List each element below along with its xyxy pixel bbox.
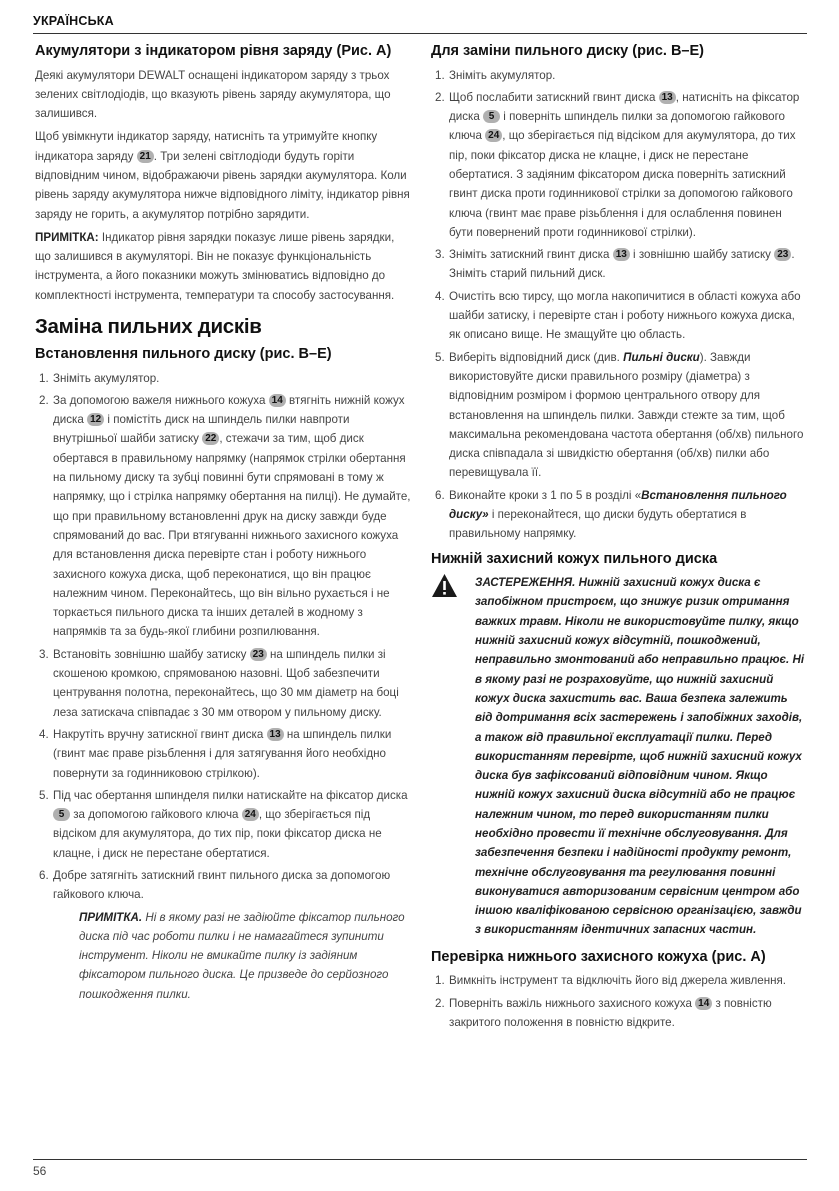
right-column bbox=[431, 42, 808, 1035]
list-item: 1. Зніміть акумулятор. bbox=[39, 371, 160, 385]
callout-badge: 5 bbox=[53, 808, 70, 821]
list-item: 6. Добре затягніть затискний гвинт пильного диска за допомогою гайкового ключа. bbox=[39, 868, 391, 902]
list-item: 6. Виконайте кроки з 1 по 5 в розділі «Встановлення пильного диску» і переконайтеся, що диски будуть обертатися в правильному напрямку. bbox=[435, 488, 787, 541]
list-item: 2. За допомогою важеля нижнього кожуха 14 втягніть нижній кожух диска 12 і помістіть диск на шпиндель пилки навпроти внутрішньої шайби затиску 22 , стежачи за тим, щоб диск обертався в правильному напрямку (напрямок стрілки обертання на пильному диску та зубці повинні бути спрямовані в тому ж напрямку, що і стрілка напрямку обертання на пилці). Не думайте, що при правильному встановленні друк на диску завжди буде спрямований до вас. При втягуванні нижнього захисного кожуха для встановлення диска перевірте стан і роботу нижнього захисного кожуха диска, щоб переконатися, що він працює належним чином. Переконайтесь, що він вільно рухається і не торкається пильного диска та інших деталей в жодному з напрямків та за будь-якої глибини розпилювання. bbox=[39, 393, 411, 639]
check-heading: Перевірка нижнього захисного кожуха (рис. A) bbox=[431, 948, 766, 965]
list-item: 2. Щоб послабити затискний гвинт диска 13 , натисніть на фіксатор диска 5 і поверніть шпиндель пилки за допомогою гайкового ключа 24 , що зберігається під відсіком для акумулятора, до тих пір, поки фіксатор диска не клацне, і диск не перестане обертатися. З задіяним фіксатором диска поверніть затискний гвинт диска проти годинникової стрілки за допомогою гайкового ключа (гвинт має праве різьблення і для ослаблення повинен бути повернений проти годинникової стрілки). bbox=[435, 90, 800, 239]
check-steps bbox=[431, 971, 808, 1032]
callout-badge: 24 bbox=[485, 129, 502, 142]
callout-badge: 24 bbox=[242, 808, 259, 821]
cross-reference: Пильні диски bbox=[623, 350, 700, 364]
replace-steps bbox=[431, 66, 808, 544]
list-item: 5. Під час обертання шпинделя пилки натискайте на фіксатор диска 5 за допомогою гайкового ключа 24 , що зберігається під відсіком для акумулятора, до тих пір, поки фіксатор диска не клацне, і диск не перестане обертатися. bbox=[39, 788, 408, 860]
list-item: 4. Очистіть всю тирсу, що могла накопичитися в області кожуха або шайби затиску, і перевірте стан і роботу нижнього кожуха диска, як описано вище. Не змащуйте цю область. bbox=[435, 289, 801, 342]
callout-badge: 13 bbox=[659, 91, 676, 104]
note-label: ПРИМІТКА. bbox=[79, 910, 143, 924]
callout-badge: 5 bbox=[483, 110, 500, 123]
callout-badge: 22 bbox=[202, 432, 219, 445]
callout-badge: 23 bbox=[250, 648, 267, 661]
language-label: УКРАЇНСЬКА bbox=[33, 14, 114, 28]
warning-label: ЗАСТЕРЕЖЕННЯ. bbox=[475, 576, 576, 590]
list-item: 1. Вимкніть інструмент та відключіть його від джерела живлення. bbox=[435, 974, 787, 988]
note-label: ПРИМІТКА: bbox=[35, 230, 99, 244]
cross-reference: Встановлення пильного диску» bbox=[449, 488, 787, 522]
list-item: 4. Накрутіть вручну затискної гвинт диска 13 на шпиндель пилки (гвинт має праве різьблення і для затягування його необхідно повернути за годинниковою стрілкою). bbox=[39, 727, 392, 780]
callout-badge: 13 bbox=[613, 248, 630, 261]
battery-note: ПРИМІТКА: Індикатор рівня зарядки показує лише рівень зарядки, що залишився в акумуляторі. Він не показує функціональність інструмента, а його показники можуть змінюватись відповідно до комплектності інструмента, температури та способу застосування. bbox=[35, 230, 395, 302]
list-item: 3. Встановіть зовнішню шайбу затиску 23 на шпиндель пилки зі скошеною кромкою, спрямованою назовні. Щоб забезпечити центрування полотна, переконайтесь, що 30 мм діаметр на боці леза затискача співпадає з 30 мм отвором у пильному диску. bbox=[39, 647, 399, 719]
list-item: 3. Зніміть затискний гвинт диска 13 і зовнішню шайбу затиску 23 . Зніміть старий пильний диск. bbox=[435, 248, 795, 281]
warning-block bbox=[431, 573, 808, 940]
page-header bbox=[33, 12, 807, 34]
install-steps bbox=[35, 369, 413, 905]
page-number: 56 bbox=[33, 1164, 47, 1178]
battery-heading: Акумулятори з індикатором рівня заряду (Рис. A) bbox=[35, 43, 392, 59]
list-item: 2. Поверніть важіль нижнього захисного кожуха 14 з повністю закритого положення в повністю відкрите. bbox=[435, 996, 772, 1029]
list-item: 5. Виберіть відповідний диск (див. Пильні диски). Завжди використовуйте диски правильного розміру (діаметра) з відповідним розміром і формою центрального отвору для встановлення на шпиндель пилки. Завжди стежте за тим, щоб максимальна рекомендована частота обертання (об/хв) пильного диска співпадала зі швидкістю обертання (об/хв) пилки або перевищувала її. bbox=[435, 350, 804, 480]
battery-paragraph-2: Щоб увімкнути індикатор заряду, натисніть та утримуйте кнопку індикатора заряду 21 . Три зелені світлодіоди будуть горіти відповідним чином, відображаючи рівень зарядки акумулятора. Коли рівень заряду акумулятора нижче відповідного ліміту, індикатор рівня заряду не горить, а акумулятор потрібно зарядити. bbox=[35, 130, 410, 221]
guard-heading: Нижній захисний кожух пильного диска bbox=[431, 550, 718, 567]
callout-badge: 14 bbox=[269, 394, 286, 407]
section-title: Заміна пильних дисків bbox=[35, 315, 262, 339]
left-column bbox=[35, 42, 413, 1004]
callout-badge: 12 bbox=[87, 413, 104, 426]
warning-triangle-icon bbox=[431, 573, 458, 598]
callout-badge: 14 bbox=[695, 997, 712, 1010]
list-item: 1. Зніміть акумулятор. bbox=[435, 68, 556, 82]
page-footer bbox=[33, 1159, 807, 1178]
battery-paragraph-1: Деякі акумулятори DEWALT оснащені індикатором заряду з трьох зелених світлодіодів, що вказують рівень заряду акумулятора, що залишився. bbox=[35, 68, 391, 121]
replace-heading: Для заміни пильного диску (рис. B–E) bbox=[431, 43, 705, 59]
warning-text: ЗАСТЕРЕЖЕННЯ. Нижній захисний кожух диска є запобіжном пристроєм, що знижує ризик отримання важких травм. Ніколи не використовуйте пилку, якщо нижній захисний кожух відсутній, пошкоджений, неправильно змонтований або неправильно працює. Ні в якому разі не розраховуйте, що нижній захисний кожух диска захистить вас. Ваша безпека залежить від дотримання всіх застережень і запобіжних заходів, а також від правильної експлуатації пилки. Перед використанням перевірте, щоб нижній захисний кожух диска був зафіксований відповідним чином. Якщо нижній кожух захисний диска відсутній або не працює належним чином, то перед використанням пилки необхідно провести її технічне обслуговування. Для забезпечення безпеки і надійності продукту ремонт, технічне обслуговування та регулювання повинні виконуватися авторизованим сервісним центром або іншою кваліфікованою сервісною організацією, завжди з використанням ідентичних запасних частин. bbox=[475, 576, 805, 937]
install-heading: Встановлення пильного диску (рис. B–E) bbox=[35, 346, 332, 363]
install-note: ПРИМІТКА. Ні в якому разі не задіюйте фіксатор пильного диска під час роботи пилки і не намагайтеся зупинити інструмент. Ніколи не вмикайте пилку із задіяним фіксатором пильного диска. Це призведе до серйозного пошкодження пилки. bbox=[79, 910, 405, 1001]
callout-badge: 23 bbox=[774, 248, 791, 261]
callout-badge: 13 bbox=[267, 728, 284, 741]
callout-badge: 21 bbox=[137, 150, 154, 163]
